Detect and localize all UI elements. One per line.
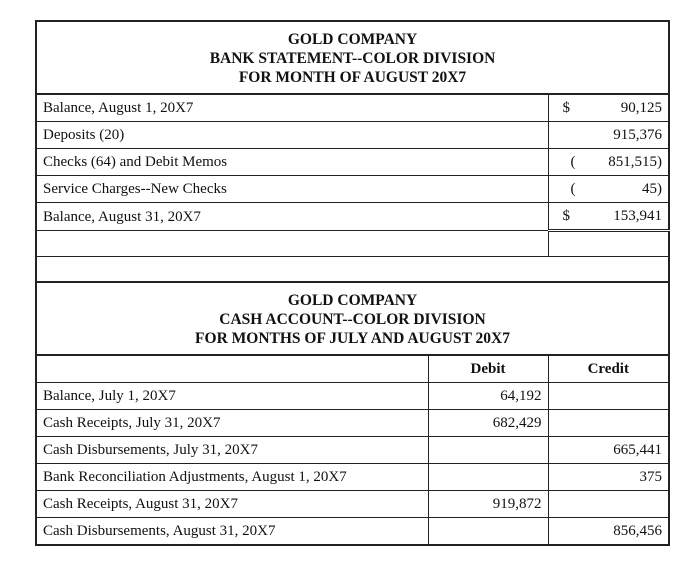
bank-row-label: Balance, August 31, 20X7 — [36, 203, 548, 231]
cash-row — [36, 410, 669, 437]
bank-row — [36, 94, 669, 122]
cash-title-account: CASH ACCOUNT--COLOR DIVISION — [219, 311, 486, 328]
bank-title-company: GOLD COMPANY — [287, 31, 418, 48]
bank-row-amount-cell — [548, 176, 669, 203]
cash-row-debit — [428, 518, 548, 546]
bank-row-label: Deposits (20) — [36, 122, 548, 149]
cash-row-credit — [548, 410, 669, 437]
bank-row-amount-cell — [548, 94, 669, 122]
bank-row — [36, 203, 669, 231]
double-underline-cell — [548, 231, 669, 257]
bank-row-amount: 153,941 — [613, 208, 663, 224]
cash-row-debit: 682,429 — [428, 410, 548, 437]
cash-header-row — [36, 355, 669, 383]
bank-row-sign: $ — [562, 100, 570, 116]
cash-row-credit: 856,456 — [548, 518, 669, 546]
cash-row-credit — [548, 383, 669, 410]
bank-empty-row — [36, 231, 669, 257]
bank-row-label: Balance, August 1, 20X7 — [36, 94, 548, 122]
bank-row-sign: ( — [570, 154, 576, 170]
bank-title-period: FOR MONTH OF AUGUST 20X7 — [238, 69, 467, 86]
bank-row-amount-cell — [548, 122, 669, 149]
cash-row-debit — [428, 464, 548, 491]
debit-header: Debit — [428, 355, 548, 383]
bank-statement-title — [36, 21, 669, 94]
bank-row-label: Service Charges--New Checks — [36, 176, 548, 203]
bank-title-statement: BANK STATEMENT--COLOR DIVISION — [209, 50, 496, 67]
spacer-cell — [36, 257, 669, 283]
cash-title-company: GOLD COMPANY — [287, 292, 418, 309]
cash-row-label: Cash Receipts, July 31, 20X7 — [36, 410, 428, 437]
bank-row-amount-cell — [548, 149, 669, 176]
bank-row-sign: $ — [562, 208, 570, 224]
bank-row-label: Checks (64) and Debit Memos — [36, 149, 548, 176]
cash-row-debit — [428, 437, 548, 464]
bank-row-amount: 851,515) — [608, 154, 663, 170]
statements-container — [35, 20, 668, 546]
bank-title-row — [36, 21, 669, 94]
cash-row-label: Cash Receipts, August 31, 20X7 — [36, 491, 428, 518]
bank-row — [36, 122, 669, 149]
cash-row — [36, 518, 669, 546]
spacer-row — [36, 257, 669, 283]
bank-row — [36, 176, 669, 203]
bank-row-sign: ( — [570, 181, 576, 197]
cash-row-debit: 64,192 — [428, 383, 548, 410]
cash-account-title — [36, 282, 669, 355]
cash-header-blank — [36, 355, 428, 383]
cash-row-credit — [548, 491, 669, 518]
cash-row — [36, 464, 669, 491]
cash-row-credit: 375 — [548, 464, 669, 491]
cash-row-credit: 665,441 — [548, 437, 669, 464]
cash-title-period: FOR MONTHS OF JULY AND AUGUST 20X7 — [195, 330, 510, 347]
bank-row-amount: 45) — [642, 181, 663, 197]
cash-title-row — [36, 282, 669, 355]
bank-row-amount-cell — [548, 203, 669, 231]
statements-table — [35, 20, 670, 546]
cash-row — [36, 383, 669, 410]
cash-row-label: Balance, July 1, 20X7 — [36, 383, 428, 410]
cash-row-label: Cash Disbursements, August 31, 20X7 — [36, 518, 428, 546]
bank-row-amount: 90,125 — [620, 100, 663, 116]
cash-row — [36, 491, 669, 518]
cash-row — [36, 437, 669, 464]
credit-header: Credit — [548, 355, 669, 383]
empty-cell — [36, 231, 548, 257]
bank-row-amount: 915,376 — [613, 127, 663, 143]
cash-row-label: Cash Disbursements, July 31, 20X7 — [36, 437, 428, 464]
cash-row-debit: 919,872 — [428, 491, 548, 518]
bank-row — [36, 149, 669, 176]
cash-row-label: Bank Reconciliation Adjustments, August 1, 20X7 — [36, 464, 428, 491]
